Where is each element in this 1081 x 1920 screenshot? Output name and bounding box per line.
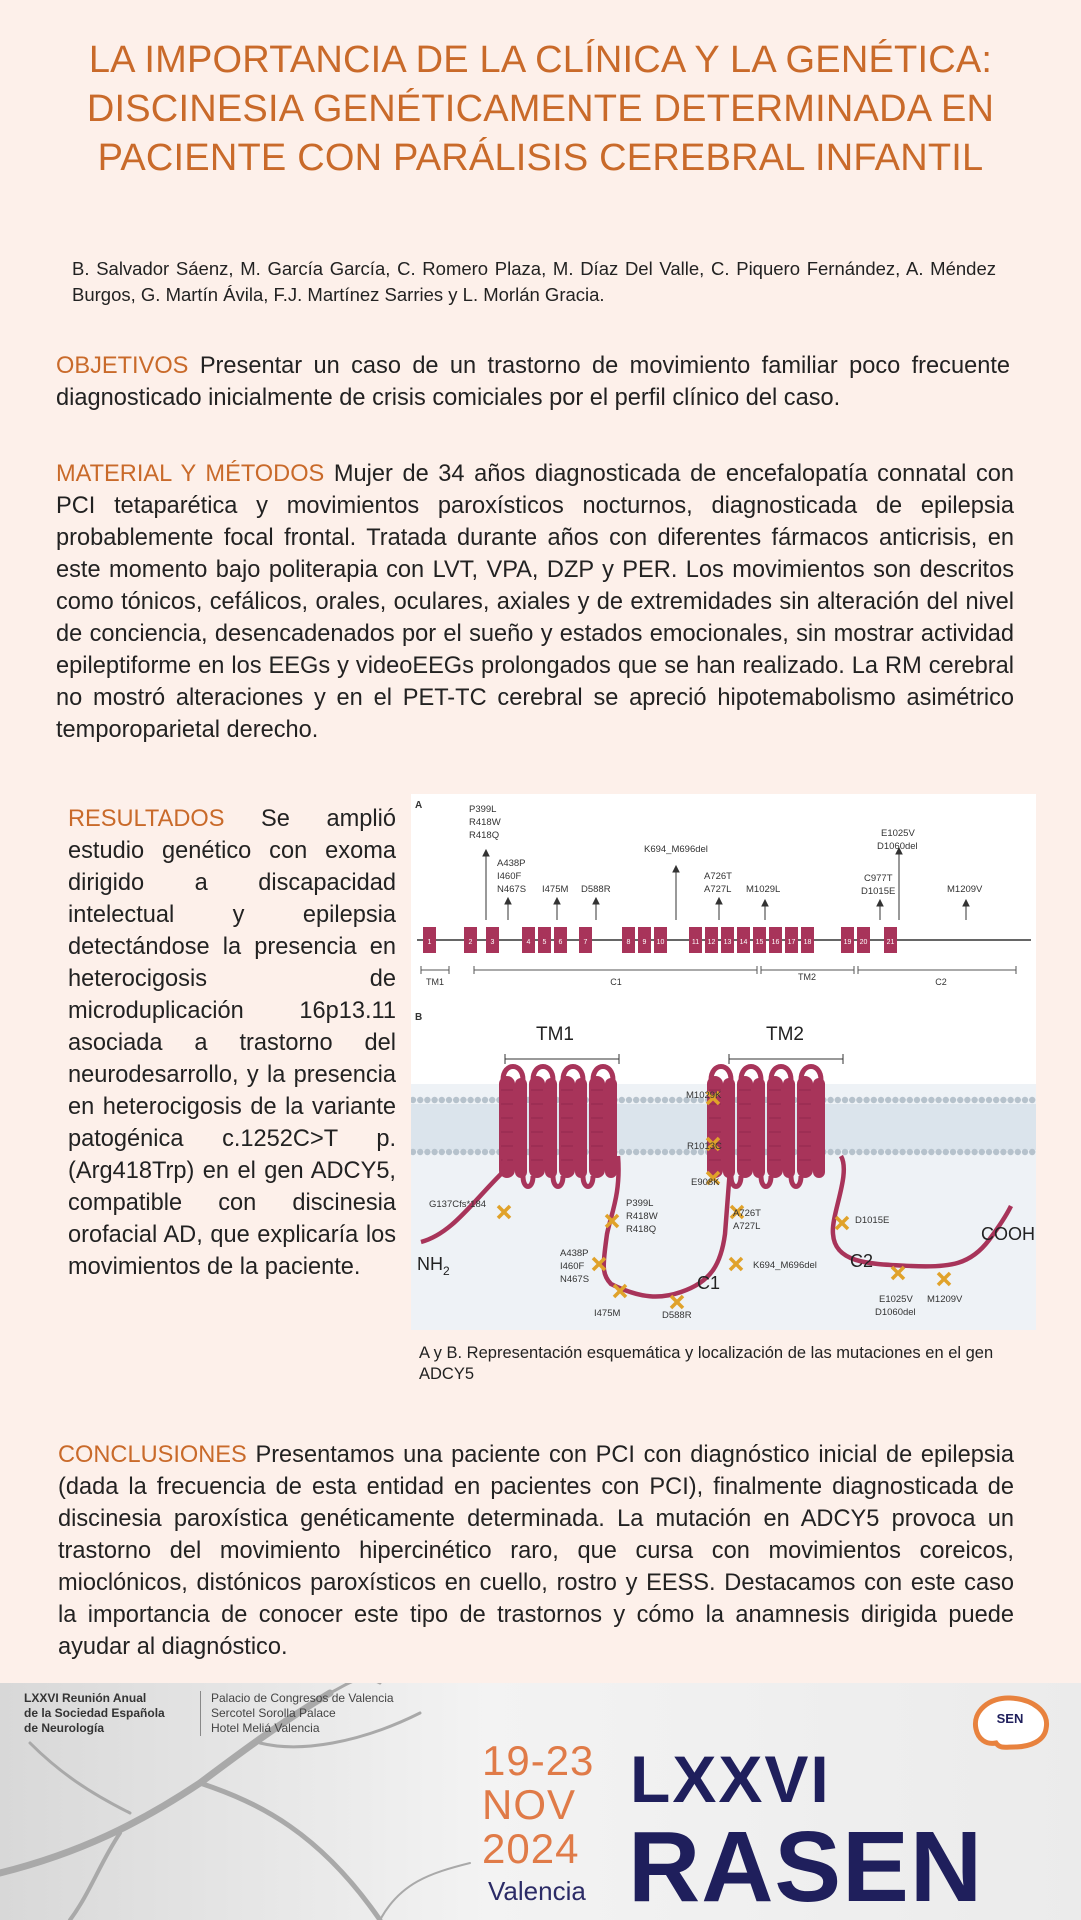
- mutation-label: D1060del: [875, 1307, 916, 1318]
- tm-brackets: [505, 1054, 843, 1064]
- mutation-label: D1060del: [877, 841, 918, 852]
- exon-box: [464, 927, 477, 953]
- sen-logo-text: SEN: [996, 1711, 1024, 1726]
- exon-box: [884, 927, 897, 953]
- exon-box: [721, 927, 734, 953]
- exon-box: [841, 927, 854, 953]
- exon-box: [522, 927, 535, 953]
- exon-box: [554, 927, 567, 953]
- domain-brackets: [421, 966, 1016, 974]
- section-conclusiones: [58, 1439, 1014, 1663]
- mutation-label: A438P: [497, 858, 526, 869]
- section-metodos: [56, 458, 1014, 746]
- tm-helix: [813, 1078, 825, 1178]
- exon-label: 5: [542, 939, 547, 946]
- authors: B. Salvador Sáenz, M. García García, C. Romero Plaza, M. Díaz Del Valle, C. Piquero Fernández, A. Méndez Burgos, G. Martín Ávila, F.J. Martínez Sarries y L. Morlán Gracia.: [72, 258, 996, 305]
- mutation-label: G137Cfs*184: [429, 1199, 487, 1210]
- exon-box: [579, 927, 592, 953]
- tm-helix: [753, 1078, 765, 1178]
- exon-label: 17: [787, 939, 796, 946]
- tm-helix: [529, 1076, 545, 1178]
- exon-label: 11: [691, 939, 700, 946]
- exon-box: [705, 927, 718, 953]
- mutation-label: A727L: [704, 884, 732, 895]
- section-objetivos: [56, 350, 1010, 414]
- tm-helix: [783, 1078, 795, 1178]
- exon-box: [857, 927, 870, 953]
- exon-box: [769, 927, 782, 953]
- exon-label: 1: [427, 939, 432, 946]
- c1-label: C1: [697, 1273, 721, 1293]
- section-heading: RESULTADOS: [68, 806, 225, 832]
- mutation-label: A726T: [704, 871, 732, 882]
- nh2-label: $NH_2$: [417, 1254, 450, 1278]
- mutation-label: N467S: [560, 1274, 590, 1285]
- exon-label: 9: [642, 939, 647, 946]
- section-heading: MATERIAL Y MÉTODOS: [56, 461, 325, 487]
- mutation-label: R418W: [626, 1211, 658, 1222]
- mutation-label: I475M: [594, 1308, 621, 1319]
- section-text: Se amplió estudio genético con exoma dirigido a discapacidad intelectual y epilepsia detectándose la presencia en heterocigosis de microduplicación 16p13.11 asociada a trastorno del neurodesarrollo, y la presencia en heterocigosis de la variante patogénica c.1252C>T p.(Arg418Trp) en el gen ADCY5, compatible con discinesia orofacial AD, que explicaría los movimientos de la paciente.: [68, 806, 396, 1280]
- panel-b-label: B: [415, 1012, 423, 1023]
- exon-box: [638, 927, 651, 953]
- cooh-label: COOH: [981, 1224, 1035, 1244]
- exon-label: 13: [723, 939, 732, 946]
- section-text: Presentar un caso de un trastorno de movimiento familiar poco frecuente diagnosticado inicialmente de crisis comiciales por el perfil clínico del caso.: [56, 353, 1010, 411]
- mutation-label: N467S: [497, 884, 527, 895]
- exon-box: [785, 927, 798, 953]
- mutation-label: E908K: [691, 1177, 720, 1188]
- section-text: Presentamos una paciente con PCI con diagnóstico inicial de epilepsia (dada la frecuencia de esta entidad en pacientes con PCI), finalmente diagnosticada de discinesia paroxística genéticamente determinada. La mutación en ADCY5 provoca un trastorno del movimiento hipercinético raro, que cursa con movimientos coreicos, mioclónicos, distónicos paroxísticos en cuello, rostro y EESS. Destacamos con este caso la importancia de conocer este tipo de trastornos y cómo la anamnesis dirigida puede ayudar al diagnóstico.: [58, 1442, 1014, 1660]
- exon-label: 12: [707, 939, 716, 946]
- panel-a-label: A: [415, 800, 423, 811]
- congress-name: RASEN: [628, 1811, 984, 1920]
- domain-label: TM2: [798, 972, 816, 982]
- adcy5-figure: [411, 794, 1036, 1330]
- tm-helix: [767, 1076, 783, 1178]
- mutation-label: M1209V: [947, 884, 983, 895]
- mutation-label: A438P: [560, 1248, 589, 1259]
- domain-label: TM1: [426, 977, 444, 987]
- congress-city: Valencia: [488, 1876, 586, 1906]
- mutation-label: R418Q: [469, 830, 500, 841]
- exon-label: 4: [526, 939, 531, 946]
- mutation-label: P399L: [626, 1198, 654, 1209]
- mutation-label: A727L: [733, 1221, 761, 1232]
- exon-label: 21: [886, 939, 895, 946]
- tm-helix: [737, 1076, 753, 1178]
- section-resultados: [68, 803, 396, 1283]
- tm-helix: [575, 1078, 587, 1178]
- mutation-label: M1209V: [927, 1294, 963, 1305]
- tm1-label: TM1: [536, 1024, 574, 1045]
- tm2-label: TM2: [766, 1024, 804, 1045]
- tm-helix: [499, 1076, 515, 1178]
- exon-box: [423, 927, 436, 953]
- exon-box: [486, 927, 499, 953]
- mutation-label: I460F: [560, 1261, 585, 1272]
- mutation-label: D588R: [581, 884, 611, 895]
- figure-caption: A y B. Representación esquemática y localización de las mutaciones en el gen ADCY5: [419, 1344, 994, 1383]
- exon-label: 3: [490, 939, 495, 946]
- exon-label: 8: [626, 939, 631, 946]
- domain-label: C1: [610, 977, 622, 987]
- mutation-label: D1015E: [861, 886, 896, 897]
- exon-label: 6: [558, 939, 563, 946]
- exon-box: [622, 927, 635, 953]
- congress-edition: LXXVI: [630, 1742, 831, 1816]
- mutation-label: R1013C: [687, 1141, 722, 1152]
- tm-helix: [545, 1078, 557, 1178]
- mutation-label: K694_M696del: [644, 844, 708, 855]
- exon-box: [689, 927, 702, 953]
- mutation-label: K694_M696del: [753, 1260, 817, 1271]
- section-heading: CONCLUSIONES: [58, 1442, 247, 1468]
- mutation-label: M1029K: [686, 1090, 722, 1101]
- exon-label: 7: [583, 939, 588, 946]
- mutation-label: I460F: [497, 871, 522, 882]
- exon-label: 14: [739, 939, 748, 946]
- tm-helix: [515, 1078, 527, 1178]
- tm-helix: [605, 1078, 617, 1178]
- mutation-label: P399L: [469, 804, 497, 815]
- exon-label: 2: [468, 939, 473, 946]
- tm-helix: [559, 1076, 575, 1178]
- exon-label: 18: [803, 939, 812, 946]
- exon-box: [801, 927, 814, 953]
- exon-label: 16: [771, 939, 780, 946]
- section-heading: OBJETIVOS: [56, 353, 189, 379]
- congress-venue: Palacio de Congresos de Valencia Sercotel Sorolla Palace Hotel Meliá Valencia: [200, 1691, 394, 1736]
- congress-dates: 19-23 NOV 2024: [482, 1737, 595, 1872]
- mutation-label: C977T: [864, 873, 893, 884]
- poster-title: LA IMPORTANCIA DE LA CLÍNICA Y LA GENÉTICA: DISCINESIA GENÉTICAMENTE DETERMINADA EN PACIENTE CON PARÁLISIS CEREBRAL INFANTIL: [86, 39, 995, 179]
- mutation-label: M1029L: [746, 884, 781, 895]
- mutation-label: D588R: [662, 1310, 692, 1321]
- exon-label: 20: [859, 939, 868, 946]
- mutation-label: E1025V: [881, 828, 915, 839]
- exon-box: [538, 927, 551, 953]
- mutation-label: R418Q: [626, 1224, 657, 1235]
- exon-box: [753, 927, 766, 953]
- congress-org: LXXVI Reunión Anual de la Sociedad Española de Neurología: [24, 1691, 165, 1735]
- tm-helix: [797, 1076, 813, 1178]
- domain-label: C2: [935, 977, 947, 987]
- mutation-label: I475M: [542, 884, 569, 895]
- exon-box: [737, 927, 750, 953]
- c2-label: C2: [850, 1251, 874, 1271]
- mutation-label: E1025V: [879, 1294, 913, 1305]
- exon-label: 19: [843, 939, 852, 946]
- mutation-label: D1015E: [855, 1215, 890, 1226]
- congress-footer: [0, 1683, 1081, 1920]
- mutation-label: A726T: [733, 1208, 761, 1219]
- mutation-label: R418W: [469, 817, 501, 828]
- section-text: Mujer de 34 años diagnosticada de encefalopatía connatal con PCI tetaparética y movimientos paroxísticos nocturnos, diagnosticada de epilepsia probablemente focal frontal. Tratada durante años con diferentes fármacos anticrisis, en este momento bajo politerapia con LVT, VPA, DZP y PER. Los movimientos son descritos como tónicos, cefálicos, orales, oculares, axiales y de extremidades sin alteración del nivel de conciencia, desencadenados por el sueño y estados emocionales, sin mostrar actividad epileptiforme en los EEGs y videoEEGs prolongados que se han realizado. La RM cerebral no mostró alteraciones y en el PET-TC cerebral se apreció hipotemabolismo asimétrico temporoparietal derecho.: [56, 461, 1014, 743]
- exon-box: [654, 927, 667, 953]
- exon-label: 10: [656, 939, 665, 946]
- exon-label: 15: [755, 939, 764, 946]
- tm-helix: [589, 1076, 605, 1178]
